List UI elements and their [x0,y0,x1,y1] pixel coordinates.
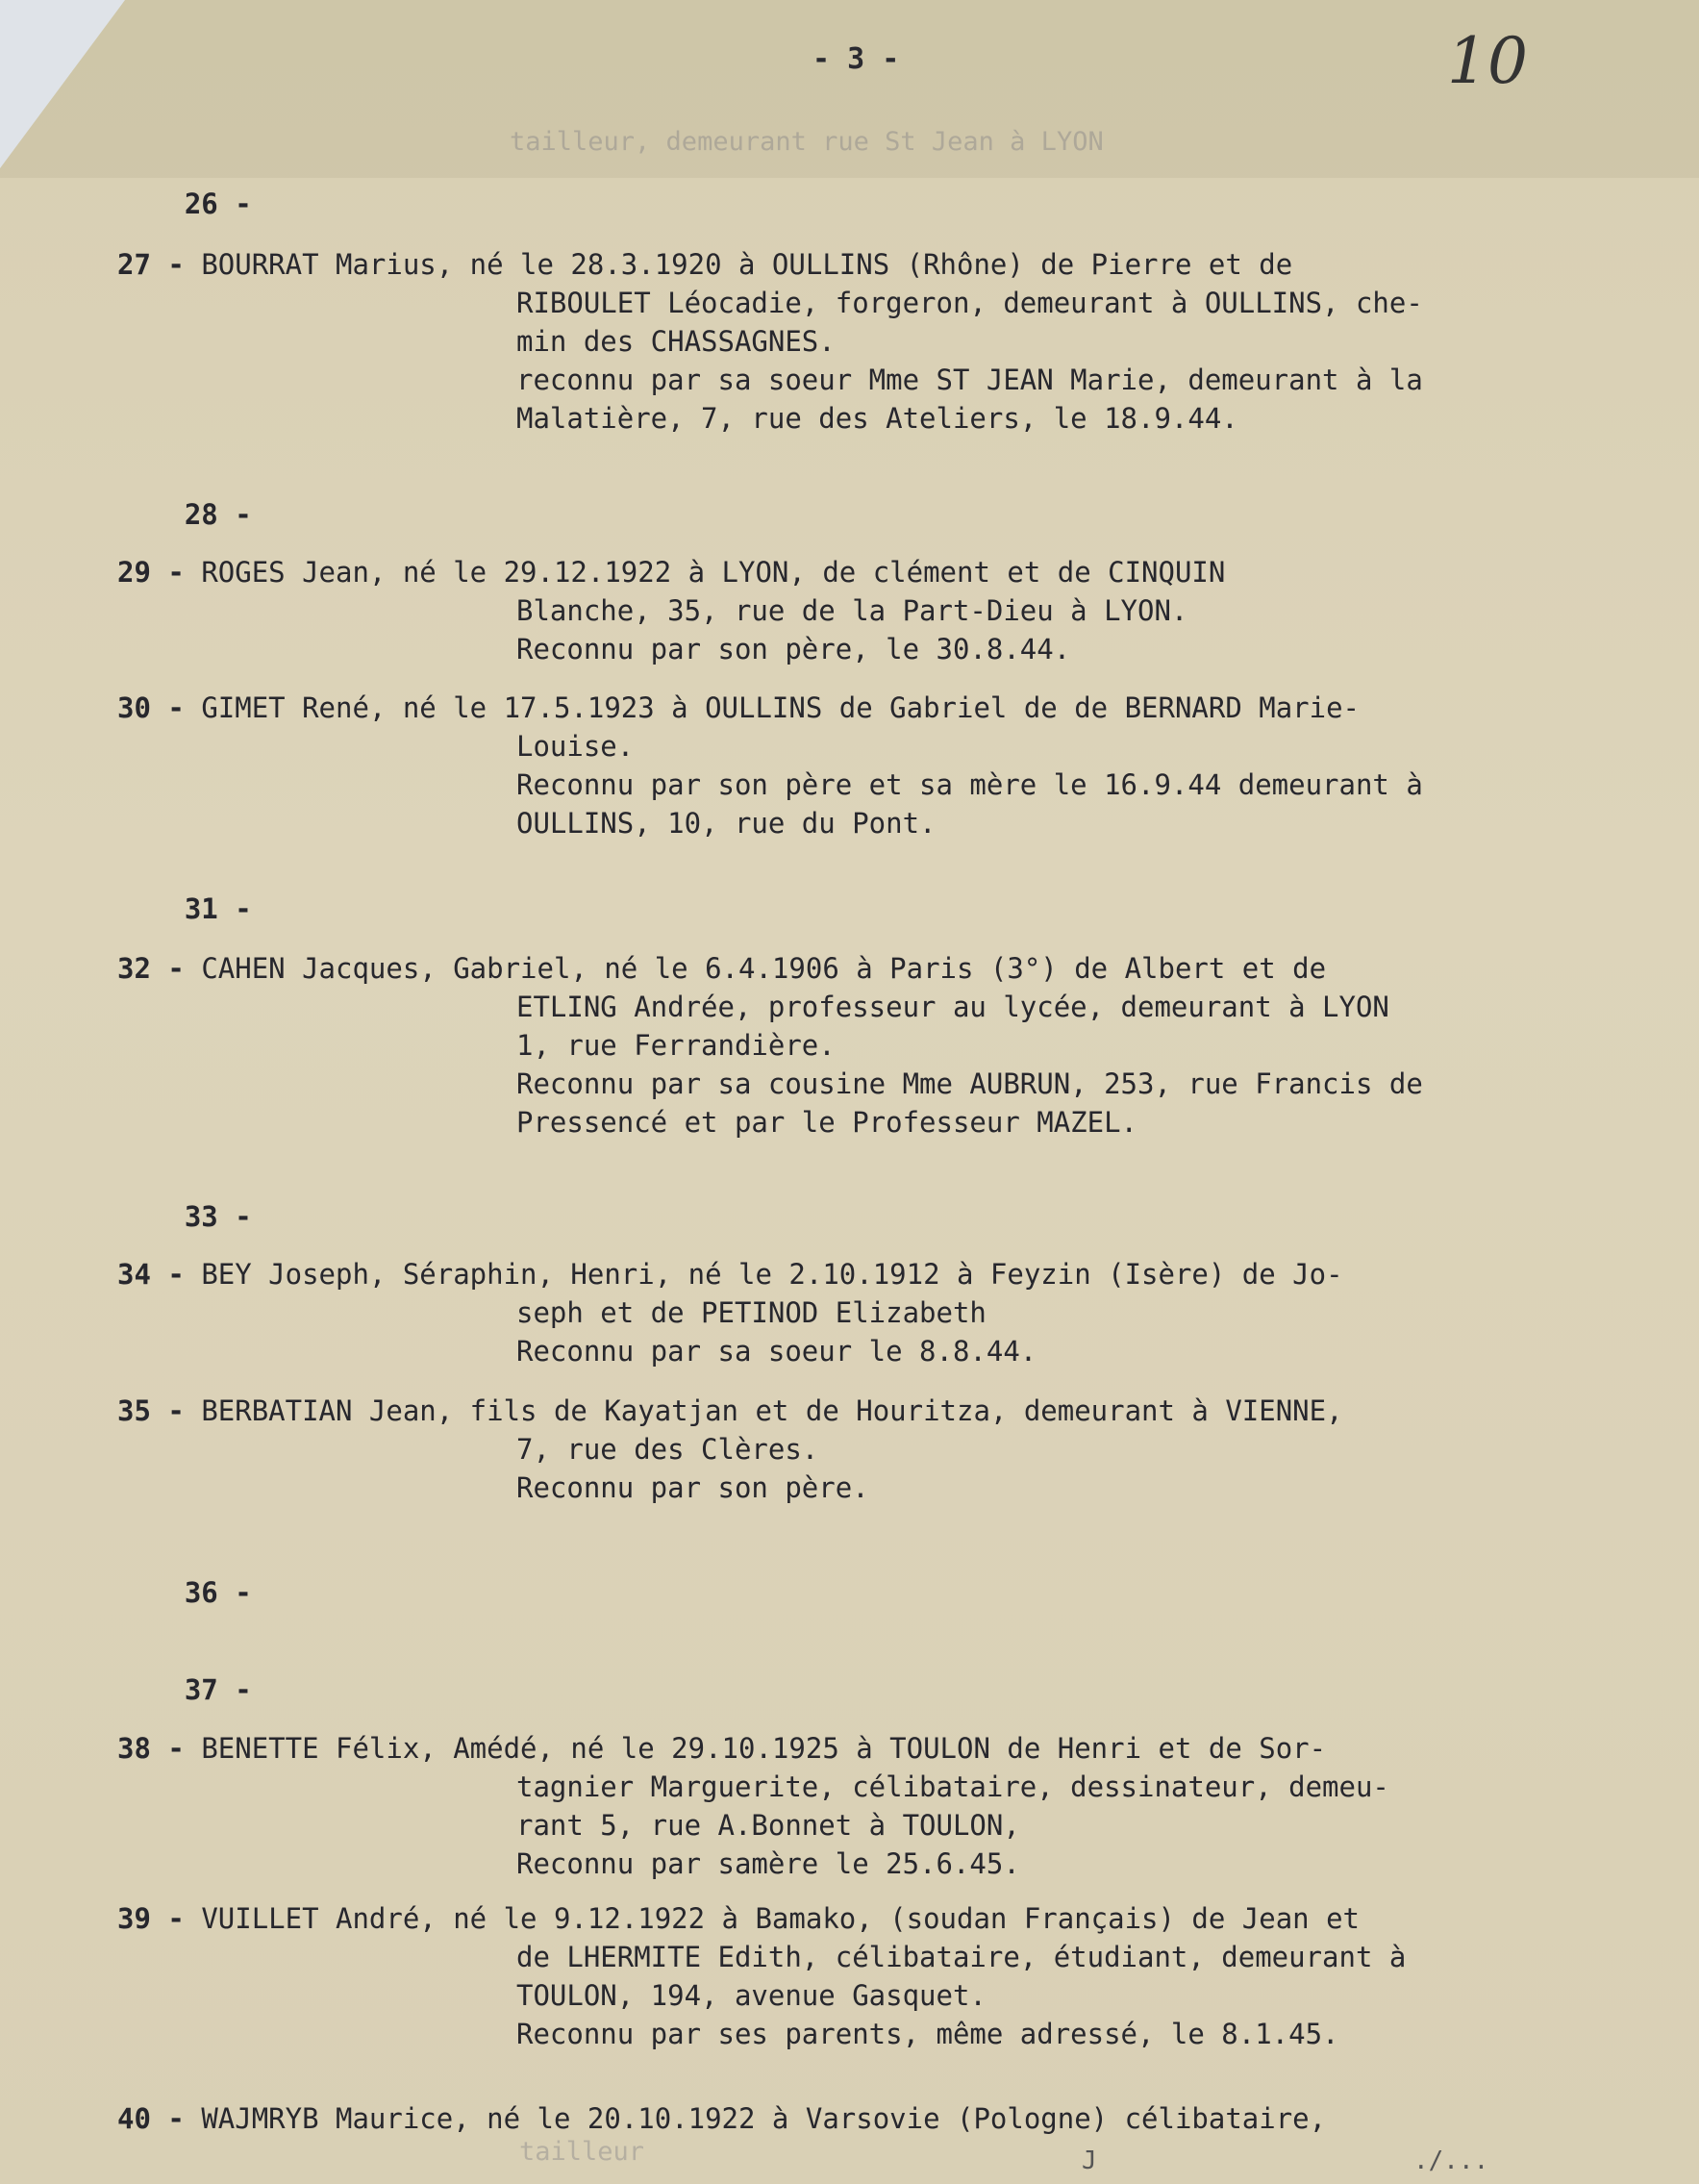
entry-number: 36 - [184,1576,252,1609]
entry-line: Reconnu par son père et sa mère le 16.9.44 demeurant à [516,768,1423,801]
entry-line: ROGES Jean, né le 29.12.1922 à LYON, de clément et de CINQUIN [201,556,1226,589]
entry-line: de LHERMITE Edith, célibataire, étudiant, demeurant à [516,1941,1407,1973]
entry-29 [117,553,1637,668]
entry-number: 31 - [184,892,252,925]
entry-line: Reconnu par son père, le 30.8.44. [516,633,1071,665]
entry-line: seph et de PETINOD Elizabeth [516,1296,987,1329]
entry-line: Reconnu par sa soeur le 8.8.44. [516,1335,1037,1368]
entry-line: Pressencé et par le Professeur MAZEL. [516,1106,1138,1139]
entry-line: Blanche, 35, rue de la Part-Dieu à LYON. [516,594,1188,627]
bleed-through-text-bottom: tailleur [519,2137,645,2167]
entry-line: ETLING Andrée, professeur au lycée, demeurant à LYON [516,991,1389,1023]
entry-line: Malatière, 7, rue des Ateliers, le 18.9.44. [516,402,1238,435]
entry-line: OULLINS, 10, rue du Pont. [516,807,937,840]
entry-34 [117,1255,1637,1370]
entry-40 [117,2099,1637,2138]
entry-line: Reconnu par son père. [516,1471,869,1504]
entry-line: 7, rue des Clères. [516,1433,819,1466]
entry-line: Reconnu par sa cousine Mme AUBRUN, 253, rue Francis de [516,1067,1423,1100]
entry-line: TOULON, 194, avenue Gasquet. [516,1979,987,2012]
entry-39 [117,1899,1637,2053]
entry-number: 35 - [117,1394,185,1427]
entry-number: 37 - [184,1673,252,1706]
footer-mark-left: J [1082,2146,1097,2175]
entry-number: 29 - [117,556,185,589]
entry-line: CAHEN Jacques, Gabriel, né le 6.4.1906 à Paris (3°) de Albert et de [201,952,1327,985]
handwritten-page-mark: 10 [1447,24,1528,98]
bleed-through-text-top: tailleur, demeurant rue St Jean à LYON [510,127,1104,157]
entry-line: BERBATIAN Jean, fils de Kayatjan et de Houritza, demeurant à VIENNE, [201,1394,1343,1427]
entry-number: 26 - [184,188,252,220]
entry-27 [117,245,1637,438]
entry-line: BOURRAT Marius, né le 28.3.1920 à OULLINS (Rhône) de Pierre et de [201,248,1293,281]
entry-line: VUILLET André, né le 9.12.1922 à Bamako, (soudan Français) de Jean et [201,1902,1361,1935]
folded-corner [0,0,125,168]
entry-line: rant 5, rue A.Bonnet à TOULON, [516,1809,1020,1842]
entry-line: WAJMRYB Maurice, né le 20.10.1922 à Varsovie (Pologne) célibataire, [201,2102,1327,2135]
entry-35 [117,1392,1637,1507]
entry-number: 30 - [117,691,185,724]
page-number: - 3 - [812,42,900,76]
entry-line: min des CHASSAGNES. [516,325,836,358]
entry-number: 38 - [117,1732,185,1765]
entry-number: 28 - [184,498,252,531]
entry-line: Louise. [516,730,635,763]
entry-line: GIMET René, né le 17.5.1923 à OULLINS de Gabriel de de BERNARD Marie- [201,691,1361,724]
entry-38 [117,1729,1637,1883]
entry-line: reconnu par sa soeur Mme ST JEAN Marie, demeurant à la [516,364,1423,396]
entry-number: 34 - [117,1258,185,1291]
entry-number: 40 - [117,2102,185,2135]
entry-line: Reconnu par ses parents, même adressé, le 8.1.45. [516,2018,1339,2050]
entry-line: 1, rue Ferrandière. [516,1029,836,1062]
entry-line: Reconnu par samère le 25.6.45. [516,1847,1020,1880]
entry-line: BEY Joseph, Séraphin, Henri, né le 2.10.1912 à Feyzin (Isère) de Jo- [201,1258,1343,1291]
entry-line: tagnier Marguerite, célibataire, dessinateur, demeu- [516,1770,1389,1803]
entry-30 [117,689,1637,842]
entry-32 [117,949,1637,1142]
footer-continuation-mark: ./... [1413,2146,1489,2175]
entry-number: 39 - [117,1902,185,1935]
entry-number: 27 - [117,248,185,281]
entry-number: 32 - [117,952,185,985]
entry-line: RIBOULET Léocadie, forgeron, demeurant à OULLINS, che- [516,287,1423,319]
entry-line: BENETTE Félix, Amédé, né le 29.10.1925 à TOULON de Henri et de Sor- [201,1732,1327,1765]
entry-number: 33 - [184,1200,252,1233]
entry-26 [117,146,1637,262]
